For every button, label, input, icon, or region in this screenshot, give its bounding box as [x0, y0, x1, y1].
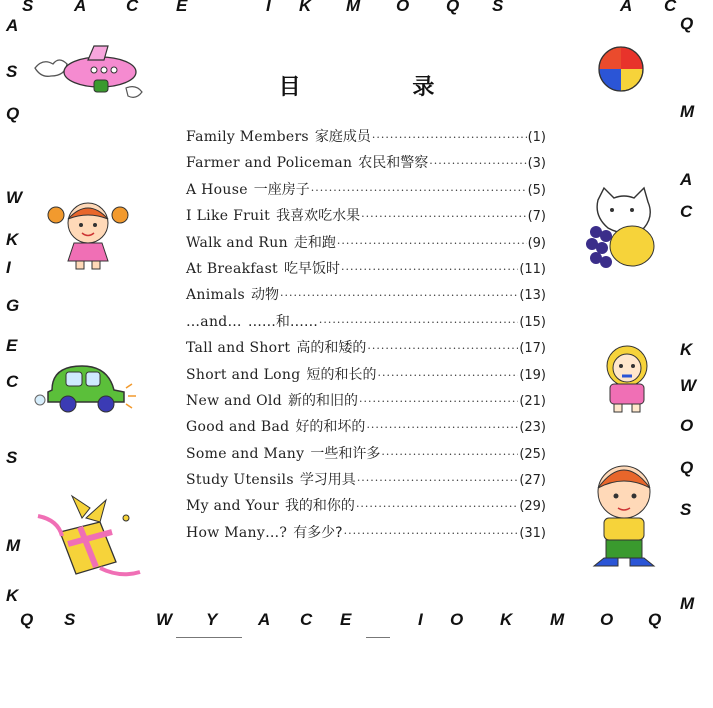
- toc-entry-chinese: 有多少?: [293, 524, 343, 541]
- airplane-illustration: [30, 42, 148, 108]
- border-letter: C: [680, 202, 693, 221]
- toc-entry[interactable]: [186, 230, 546, 256]
- toc-page-number: (25): [519, 446, 546, 462]
- toc-page-number: (19): [519, 367, 546, 383]
- toc-page-number: (15): [519, 314, 546, 330]
- border-letter: I: [6, 258, 11, 277]
- border-letter: Q: [680, 14, 694, 33]
- page-title: 目 录: [278, 75, 487, 100]
- toc-page-number: (7): [527, 209, 546, 225]
- toc-entry[interactable]: [186, 362, 546, 388]
- border-letter: W: [6, 188, 23, 207]
- toc-page-number: (3): [527, 156, 546, 172]
- border-letter: Q: [680, 458, 694, 477]
- toc-entry-english: Family Members: [186, 129, 309, 145]
- dot-leader: [319, 310, 518, 336]
- toc-entry-chinese: 家庭成员: [314, 129, 371, 145]
- dot-leader: [356, 494, 518, 520]
- border-letter: A: [620, 0, 633, 15]
- toc-page-number: (17): [519, 341, 546, 357]
- dot-leader: [367, 336, 518, 362]
- doll-illustration: [596, 342, 658, 414]
- border-letter: M: [680, 102, 695, 121]
- toc-entry-english: How Many…?: [186, 524, 288, 541]
- dot-leader: [341, 257, 518, 283]
- border-letter: C: [126, 0, 139, 15]
- toc-page-number: (23): [519, 420, 546, 436]
- border-letter: K: [500, 610, 513, 629]
- toc-page-number: (13): [519, 288, 546, 304]
- border-letter: K: [299, 0, 312, 15]
- toc-page-number: (27): [519, 473, 546, 489]
- border-letter: G: [6, 296, 20, 315]
- toc-entry-chinese: 一座房子: [253, 181, 310, 198]
- border-letter: A: [680, 170, 693, 189]
- border-letter: C: [300, 610, 313, 629]
- toc-page-number: (11): [519, 261, 546, 277]
- toc-entry-chinese: 一些和许多: [310, 445, 381, 462]
- toc-page-number: (21): [519, 393, 546, 409]
- toc-entry-chinese: 动物: [251, 287, 279, 304]
- toc-entry[interactable]: [186, 150, 546, 176]
- border-letter: A: [258, 610, 271, 629]
- toc-entry-chinese: 走和跑: [293, 234, 336, 251]
- border-letter: E: [6, 336, 18, 355]
- border-letter: S: [22, 0, 34, 15]
- car-illustration: [30, 360, 138, 414]
- kitten-with-grapes-illustration: [582, 186, 660, 276]
- toc-entry-english: New and Old: [186, 392, 282, 409]
- toc-entry-english: Study Utensils: [186, 472, 294, 489]
- toc-entry-english: …and…: [186, 313, 242, 330]
- toc-entry[interactable]: [186, 520, 546, 546]
- border-letter: M: [6, 536, 21, 555]
- toc-entry-chinese: 农民和警察: [358, 155, 429, 172]
- toc-entry-english: Good and Bad: [186, 419, 290, 436]
- toc-entry-english: Some and Many: [186, 445, 305, 462]
- dot-leader: [357, 468, 519, 494]
- toc-page-number: (31): [519, 525, 546, 541]
- border-letter: S: [6, 448, 18, 467]
- border-letter: I: [266, 0, 271, 15]
- dot-leader: [344, 521, 519, 547]
- toc-page-number: (5): [527, 182, 546, 198]
- toc-page-number: (9): [527, 235, 546, 251]
- border-letter: Y: [206, 610, 218, 629]
- dot-leader: [372, 125, 527, 151]
- bottom-rule: [366, 637, 390, 638]
- border-letter: Q: [648, 610, 662, 629]
- border-letter: O: [450, 610, 464, 629]
- border-letter: O: [680, 416, 694, 435]
- border-letter: K: [680, 340, 693, 359]
- border-letter: Q: [6, 104, 20, 123]
- border-letter: W: [680, 376, 697, 395]
- toc-entry-chinese: 我喜欢吃水果: [276, 208, 361, 225]
- dot-leader: [361, 204, 526, 230]
- table-of-contents: [186, 124, 546, 546]
- toc-entry-english: I Like Fruit: [186, 208, 271, 225]
- beach-ball-illustration: [596, 44, 646, 94]
- toc-entry-english: At Breakfast: [186, 260, 278, 277]
- border-letter: C: [664, 0, 677, 15]
- toc-page-number: (29): [519, 499, 546, 515]
- dot-leader: [366, 415, 518, 441]
- border-letter: A: [74, 0, 87, 15]
- border-letter: O: [396, 0, 410, 15]
- toc-entry-chinese: 吃早饭时: [283, 260, 340, 277]
- toc-entry[interactable]: [186, 282, 546, 308]
- toc-entry-chinese: 短的和长的: [306, 366, 377, 383]
- border-letter: E: [176, 0, 188, 15]
- toc-entry-english: Animals: [186, 287, 245, 304]
- toc-entry-english: Farmer and Policeman: [186, 155, 353, 172]
- girl-illustration: [44, 195, 132, 273]
- gift-box-illustration: [30, 488, 144, 582]
- toc-entry[interactable]: [186, 493, 546, 519]
- dot-leader: [311, 178, 527, 204]
- border-letter: S: [492, 0, 504, 15]
- toc-entry-chinese: 好的和坏的: [295, 419, 366, 436]
- border-letter: C: [6, 372, 19, 391]
- toc-entry[interactable]: [186, 203, 546, 229]
- border-letter: I: [418, 610, 423, 629]
- dot-leader: [381, 442, 518, 468]
- border-letter: O: [600, 610, 614, 629]
- toc-entry-chinese: 高的和矮的: [296, 340, 367, 357]
- toc-entry-english: Tall and Short: [186, 340, 291, 357]
- border-letter: K: [6, 586, 19, 605]
- border-letter: S: [64, 610, 76, 629]
- toc-entry-english: My and Your: [186, 498, 279, 515]
- border-letter: S: [680, 500, 692, 519]
- boy-illustration: [584, 462, 664, 574]
- border-letter: W: [156, 610, 173, 629]
- toc-entry[interactable]: [186, 335, 546, 361]
- dot-leader: [280, 283, 518, 309]
- dot-leader: [359, 389, 518, 415]
- toc-entry-chinese: ……和……: [247, 313, 318, 330]
- border-letter: M: [346, 0, 361, 15]
- toc-entry[interactable]: [186, 177, 546, 203]
- toc-entry-english: Walk and Run: [186, 234, 288, 251]
- border-letter: M: [550, 610, 565, 629]
- toc-entry[interactable]: [186, 309, 546, 335]
- border-letter: M: [680, 594, 695, 613]
- border-letter: K: [6, 230, 19, 249]
- toc-entry[interactable]: [186, 256, 546, 282]
- border-letter: A: [6, 16, 19, 35]
- border-letter: S: [6, 62, 18, 81]
- toc-entry[interactable]: [186, 414, 546, 440]
- toc-entry[interactable]: [186, 388, 546, 414]
- toc-entry-chinese: 新的和旧的: [287, 392, 358, 409]
- bottom-rule: [176, 637, 242, 638]
- toc-entry[interactable]: [186, 441, 546, 467]
- border-letter: Q: [20, 610, 34, 629]
- toc-entry[interactable]: [186, 124, 546, 150]
- toc-entry[interactable]: [186, 467, 546, 493]
- toc-page-number: (1): [527, 130, 546, 145]
- dot-leader: [377, 363, 518, 389]
- dot-leader: [429, 151, 526, 177]
- toc-entry-chinese: 我的和你的: [284, 498, 355, 515]
- toc-entry-english: A House: [186, 181, 248, 198]
- toc-entry-chinese: 学习用具: [299, 472, 356, 489]
- dot-leader: [337, 231, 527, 257]
- border-letter: E: [340, 610, 352, 629]
- border-letter: Q: [446, 0, 460, 15]
- toc-entry-english: Short and Long: [186, 366, 301, 383]
